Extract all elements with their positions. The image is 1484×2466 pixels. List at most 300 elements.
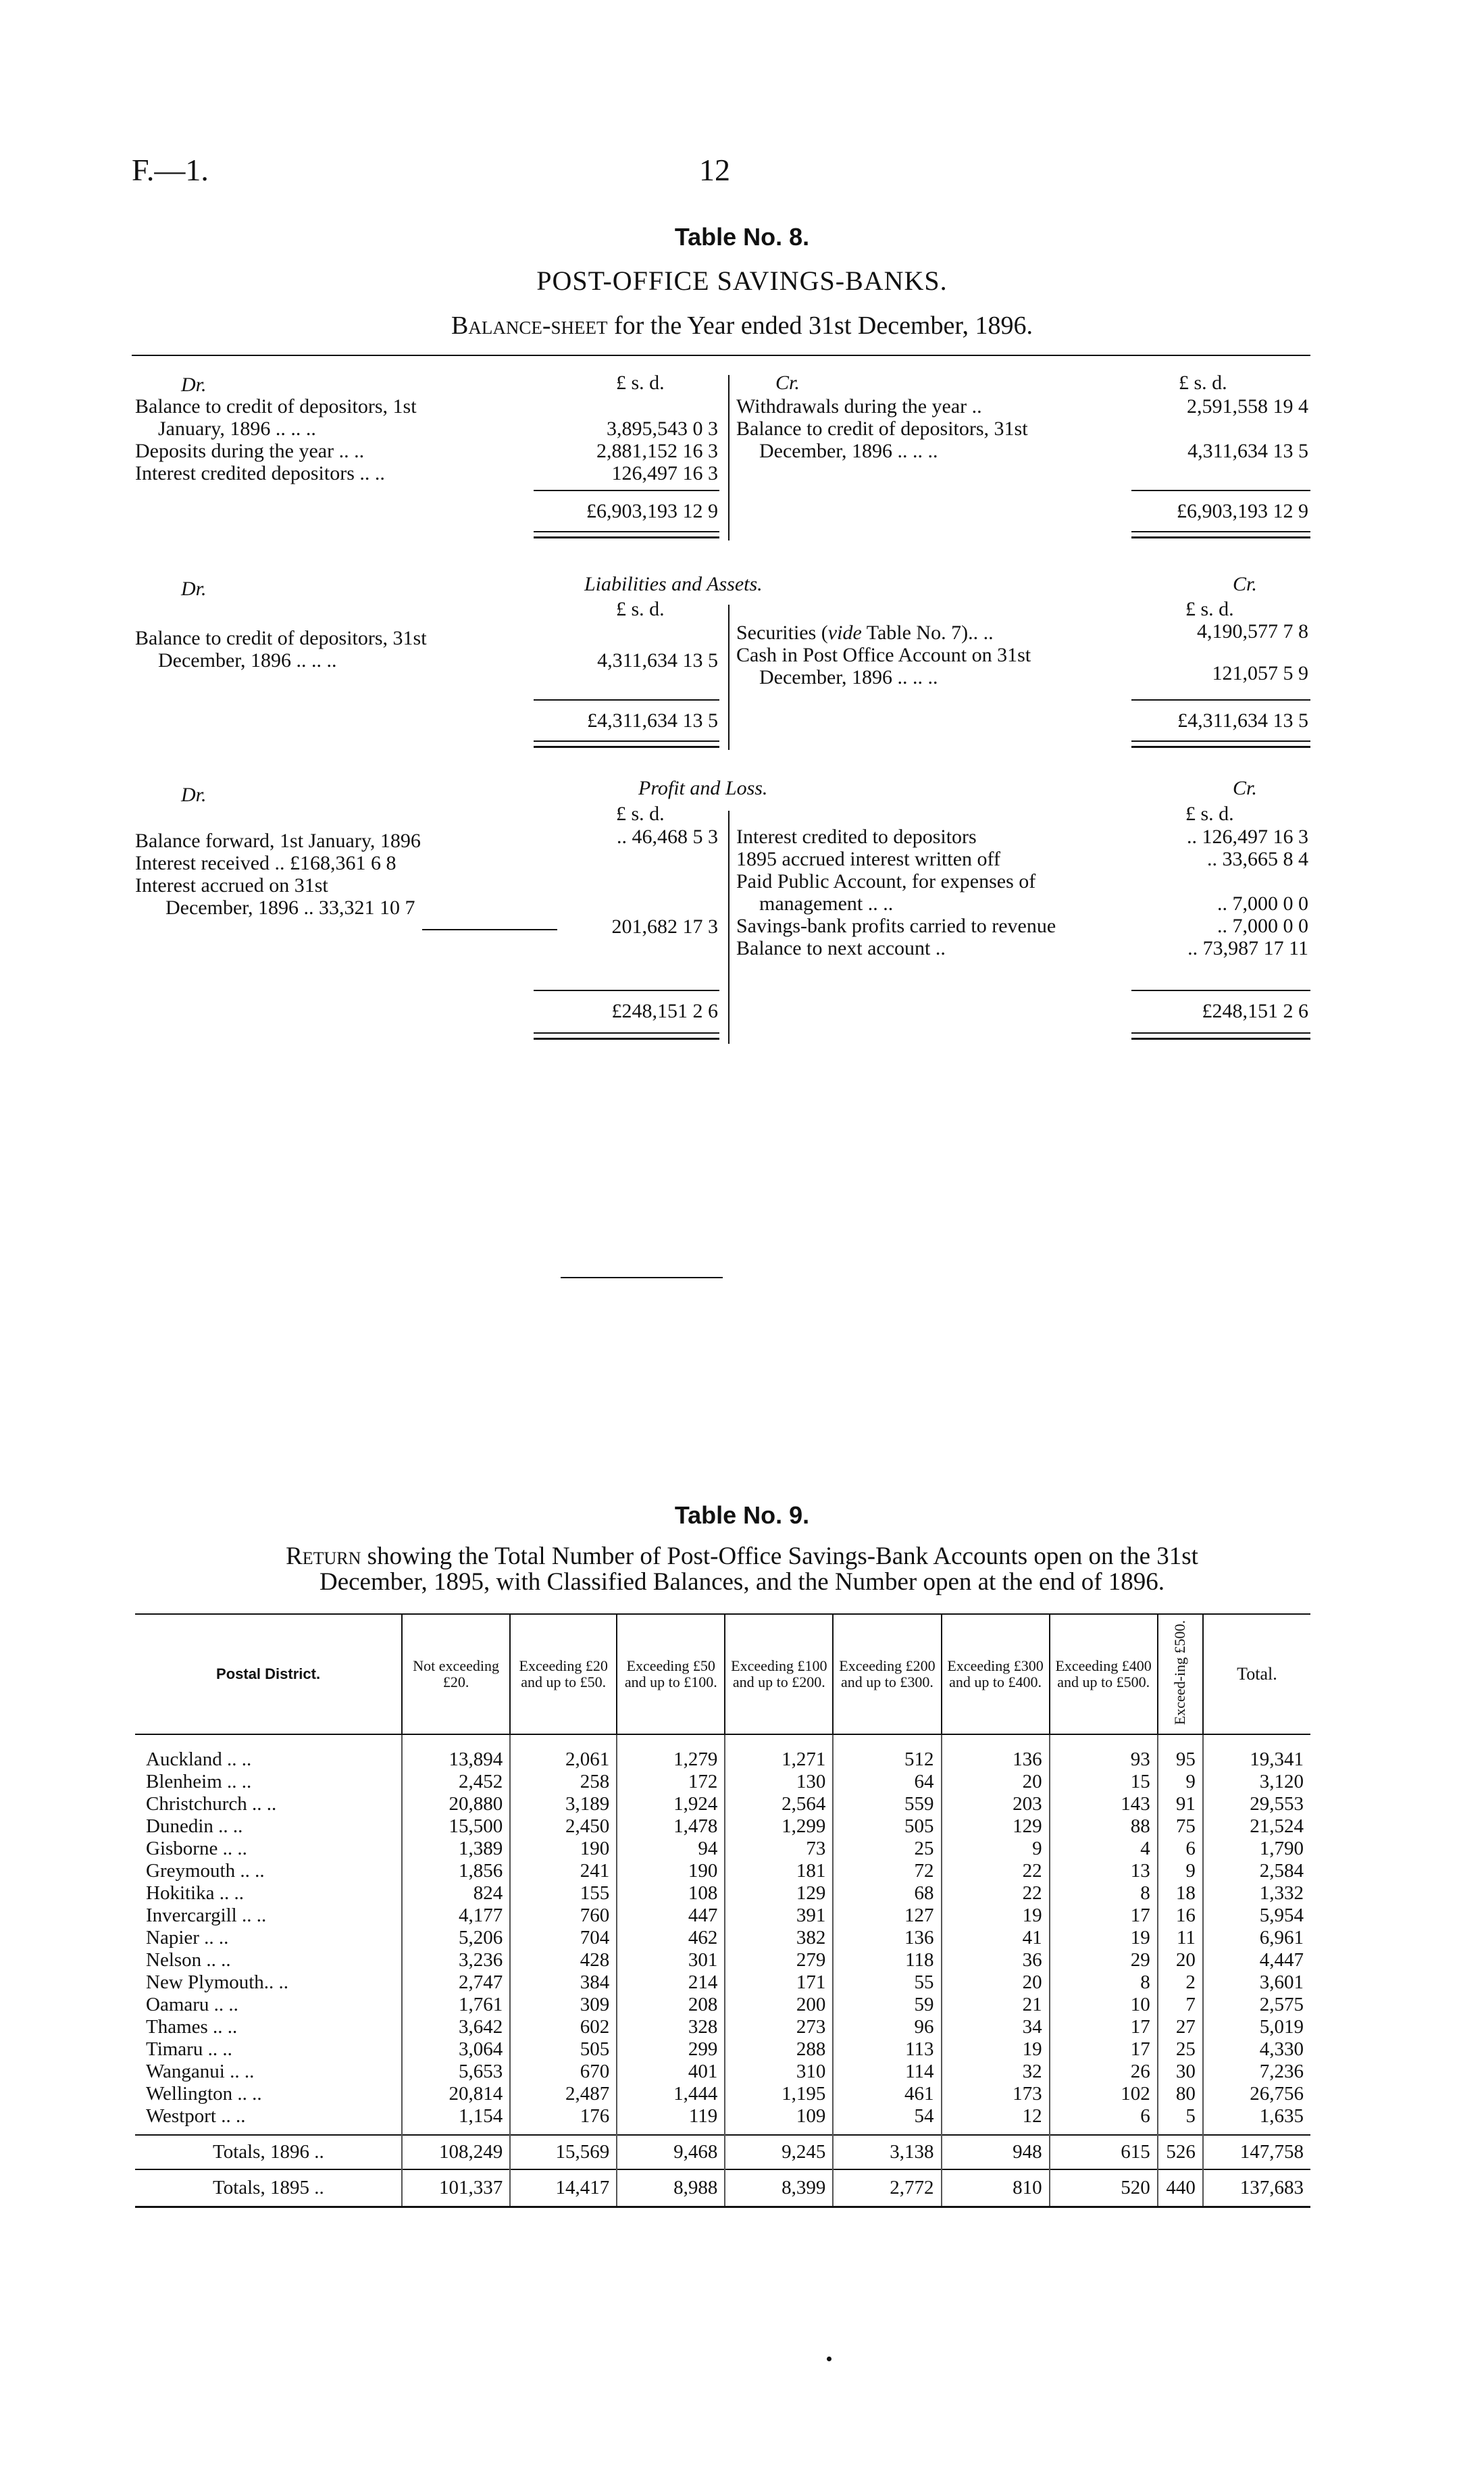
cell: 91 xyxy=(1158,1793,1203,1815)
la-right-amount: 4,190,577 7 8 xyxy=(1197,620,1308,643)
cell: 20 xyxy=(942,1971,1050,1994)
cell: 7 xyxy=(1158,1994,1203,2016)
pl-left-row: Interest received .. £168,361 6 8 xyxy=(135,852,396,874)
table-row xyxy=(135,2105,1310,2135)
pl-right-row: 1895 accrued interest written off xyxy=(736,848,1000,870)
table-row xyxy=(135,2016,1310,2038)
cell: 462 xyxy=(617,1927,725,1949)
col-exceeding-500-label: Exceed-ing £500. xyxy=(1171,1620,1189,1726)
col-300-to-400: Exceeding £300 and up to £400. xyxy=(942,1614,1050,1734)
page-number: 12 xyxy=(699,153,730,187)
cell: 1,195 xyxy=(725,2083,833,2105)
cell: 1,478 xyxy=(617,1815,725,1838)
table-row xyxy=(135,1927,1310,1949)
cell: 129 xyxy=(725,1882,833,1905)
la-right-row: December, 1896 .. .. .. xyxy=(759,666,938,688)
cell: 6,961 xyxy=(1203,1927,1310,1949)
cell: 1,856 xyxy=(402,1860,510,1882)
pl-left-row: Balance forward, 1st January, 1896 xyxy=(135,830,421,852)
table-row xyxy=(135,1971,1310,1994)
col-postal-district: Postal District. xyxy=(135,1614,402,1734)
cell: 328 xyxy=(617,2016,725,2038)
cell: 447 xyxy=(617,1905,725,1927)
cell: 7,236 xyxy=(1203,2061,1310,2083)
cell: 200 xyxy=(725,1994,833,2016)
pl-cr-label: Cr. xyxy=(1233,777,1257,799)
cell: 1,299 xyxy=(725,1815,833,1838)
cell: Oamaru .. .. xyxy=(146,1994,238,2016)
cell: 136 xyxy=(942,1734,1050,1771)
bs-cr-label: Cr. xyxy=(775,372,800,394)
cell: 130 xyxy=(725,1771,833,1793)
cell: 27 xyxy=(1158,2016,1203,2038)
pl-right-row: Savings-bank profits carried to revenue xyxy=(736,915,1056,937)
pl-right-row: Paid Public Account, for expenses of xyxy=(736,870,1036,892)
cell: 19 xyxy=(942,2038,1050,2061)
cell: 136 xyxy=(833,1927,941,1949)
cell: 3,189 xyxy=(510,1793,617,1815)
cell: 72 xyxy=(833,1860,941,1882)
bs-dr-label: Dr. xyxy=(181,374,207,396)
pl-heading: Profit and Loss. xyxy=(638,777,768,799)
cell: 505 xyxy=(510,2038,617,2061)
cell: 203 xyxy=(942,1793,1050,1815)
cell: 301 xyxy=(617,1949,725,1971)
cell: 1,389 xyxy=(402,1838,510,1860)
cell: Timaru .. .. xyxy=(146,2038,232,2061)
cell: 18 xyxy=(1158,1882,1203,1905)
rule xyxy=(534,1038,719,1040)
cell: 8,399 xyxy=(725,2169,833,2207)
divider xyxy=(728,375,730,540)
cell: 93 xyxy=(1050,1734,1158,1771)
cell: 310 xyxy=(725,2061,833,2083)
col-not-exceeding-20: Not exceeding £20. xyxy=(402,1614,510,1734)
bs-right-row: Balance to credit of depositors, 31st xyxy=(736,418,1028,440)
col-400-to-500: Exceeding £400 and up to £500. xyxy=(1050,1614,1158,1734)
table8-heading: POST-OFFICE SAVINGS-BANKS. xyxy=(536,266,948,296)
table8-subtitle xyxy=(0,311,1484,341)
ink-dot xyxy=(827,2357,831,2361)
rule xyxy=(534,531,719,532)
cell: 16 xyxy=(1158,1905,1203,1927)
col-50-to-100: Exceeding £50 and up to £100. xyxy=(617,1614,725,1734)
cell: 461 xyxy=(833,2083,941,2105)
la-left-total: £4,311,634 13 5 xyxy=(587,709,718,732)
cell: 119 xyxy=(617,2105,725,2135)
cell: 190 xyxy=(617,1860,725,1882)
bs-lsd-left: £ s. d. xyxy=(616,372,665,394)
cell: 20,814 xyxy=(402,2083,510,2105)
cell: 155 xyxy=(510,1882,617,1905)
cell: 20 xyxy=(942,1771,1050,1793)
cell: 2,747 xyxy=(402,1971,510,1994)
cell: Christchurch .. .. xyxy=(146,1793,277,1815)
cell: Wellington .. .. xyxy=(146,2083,262,2105)
cell: 512 xyxy=(833,1734,941,1771)
cell: 114 xyxy=(833,2061,941,2083)
bs-right-total: £6,903,193 12 9 xyxy=(1177,500,1308,522)
bs-right-amount: 4,311,634 13 5 xyxy=(1187,440,1308,462)
rule xyxy=(422,929,557,930)
description-line2: December, 1895, with Classified Balances, and the Number open at the end of 1896. xyxy=(319,1568,1165,1596)
cell: 29,553 xyxy=(1203,1793,1310,1815)
table-row xyxy=(135,1994,1310,2016)
divider xyxy=(728,605,730,750)
cell: 32 xyxy=(942,2061,1050,2083)
la-lsd-right: £ s. d. xyxy=(1185,598,1234,620)
cell: 172 xyxy=(617,1771,725,1793)
pl-right-amount: .. 7,000 0 0 xyxy=(1217,915,1308,937)
cell: 34 xyxy=(942,2016,1050,2038)
report-code: F.—1. xyxy=(132,153,209,187)
la-left-row: December, 1896 .. .. .. xyxy=(158,649,337,672)
cell: 1,761 xyxy=(402,1994,510,2016)
cell: 2,575 xyxy=(1203,1994,1310,2016)
cell: 2,061 xyxy=(510,1734,617,1771)
cell: 68 xyxy=(833,1882,941,1905)
table-row xyxy=(135,1815,1310,1838)
cell: 26,756 xyxy=(1203,2083,1310,2105)
return-smallcaps: Return xyxy=(286,1542,361,1570)
table9-description xyxy=(0,1542,1484,1571)
cell: 30 xyxy=(1158,2061,1203,2083)
cell: 15,569 xyxy=(510,2135,617,2169)
cell: 208 xyxy=(617,1994,725,2016)
table-row xyxy=(135,1838,1310,1860)
cell: Greymouth .. .. xyxy=(146,1860,265,1882)
cell: 384 xyxy=(510,1971,617,1994)
rule xyxy=(534,490,719,491)
text: Table No. 7).. .. xyxy=(861,622,994,644)
cell: 137,683 xyxy=(1203,2169,1310,2207)
cell: Gisborne .. .. xyxy=(146,1838,247,1860)
cell: 3,642 xyxy=(402,2016,510,2038)
la-right-total: £4,311,634 13 5 xyxy=(1177,709,1308,732)
pl-right-total: £248,151 2 6 xyxy=(1202,1000,1308,1022)
cell: Totals, 1895 .. xyxy=(135,2169,402,2207)
cell: 22 xyxy=(942,1882,1050,1905)
bs-left-row: Interest credited depositors .. .. xyxy=(135,462,385,484)
cell: Hokitika .. .. xyxy=(146,1882,244,1905)
cell: 505 xyxy=(833,1815,941,1838)
table-row xyxy=(135,1882,1310,1905)
cell: 3,236 xyxy=(402,1949,510,1971)
cell: 96 xyxy=(833,2016,941,2038)
rule xyxy=(1131,490,1310,491)
cell: 309 xyxy=(510,1994,617,2016)
bs-left-amount: 3,895,543 0 3 xyxy=(607,418,718,440)
subtitle-rest: for the Year ended 31st December, 1896. xyxy=(613,311,1033,340)
cell: 2,452 xyxy=(402,1771,510,1793)
cell: 26 xyxy=(1050,2061,1158,2083)
cell: 13,894 xyxy=(402,1734,510,1771)
cell: 391 xyxy=(725,1905,833,1927)
cell: Nelson .. .. xyxy=(146,1949,231,1971)
cell: 9 xyxy=(1158,1771,1203,1793)
col-exceeding-500 xyxy=(1158,1614,1203,1734)
cell: 4 xyxy=(1050,1838,1158,1860)
section-separator xyxy=(561,1277,723,1278)
table-row xyxy=(135,1734,1310,1771)
bs-left-amount: 126,497 16 3 xyxy=(611,462,718,484)
cell: 75 xyxy=(1158,1815,1203,1838)
cell: 10 xyxy=(1050,1994,1158,2016)
cell: Invercargill .. .. xyxy=(146,1905,267,1927)
pl-left-row: Interest accrued on 31st xyxy=(135,874,328,897)
cell: 2,450 xyxy=(510,1815,617,1838)
cell: 80 xyxy=(1158,2083,1203,2105)
cell: 113 xyxy=(833,2038,941,2061)
cell: 4,330 xyxy=(1203,2038,1310,2061)
cell: 2,564 xyxy=(725,1793,833,1815)
cell: 15 xyxy=(1050,1771,1158,1793)
rule xyxy=(1131,990,1310,991)
text: Securities ( xyxy=(736,622,828,644)
cell: 8 xyxy=(1050,1882,1158,1905)
cell: 147,758 xyxy=(1203,2135,1310,2169)
subtitle-smallcaps: Balance-sheet xyxy=(451,311,608,340)
cell: 1,444 xyxy=(617,2083,725,2105)
pl-left-row: December, 1896 .. 33,321 10 7 xyxy=(165,897,415,919)
bs-right-row: December, 1896 .. .. .. xyxy=(759,440,938,462)
cell: 20,880 xyxy=(402,1793,510,1815)
cell: 615 xyxy=(1050,2135,1158,2169)
cell: 109 xyxy=(725,2105,833,2135)
table9-title: Table No. 9. xyxy=(674,1501,810,1529)
pl-right-row: Interest credited to depositors xyxy=(736,826,977,848)
cell: Auckland .. .. xyxy=(146,1748,252,1771)
cell: 55 xyxy=(833,1971,941,1994)
table-row xyxy=(135,2061,1310,2083)
cell: 15,500 xyxy=(402,1815,510,1838)
table-row xyxy=(135,1771,1310,1793)
cell: 41 xyxy=(942,1927,1050,1949)
table-row xyxy=(135,2038,1310,2061)
table-row xyxy=(135,1793,1310,1815)
la-lsd-left: £ s. d. xyxy=(616,598,665,620)
cell: 4,447 xyxy=(1203,1949,1310,1971)
cell: 17 xyxy=(1050,2016,1158,2038)
col-100-to-200: Exceeding £100 and up to £200. xyxy=(725,1614,833,1734)
cell: 258 xyxy=(510,1771,617,1793)
cell: 5,954 xyxy=(1203,1905,1310,1927)
rule xyxy=(534,1032,719,1034)
cell: 29 xyxy=(1050,1949,1158,1971)
cell: 2,487 xyxy=(510,2083,617,2105)
cell: 173 xyxy=(942,2083,1050,2105)
pl-dr-label: Dr. xyxy=(181,784,207,806)
cell: 428 xyxy=(510,1949,617,1971)
pl-right-amount: .. 7,000 0 0 xyxy=(1217,892,1308,915)
cell: 14,417 xyxy=(510,2169,617,2207)
cell: 704 xyxy=(510,1927,617,1949)
cell: 1,332 xyxy=(1203,1882,1310,1905)
pl-right-amount: .. 126,497 16 3 xyxy=(1187,826,1308,848)
table8-title: Table No. 8. xyxy=(674,223,810,251)
bs-left-total: £6,903,193 12 9 xyxy=(586,500,718,522)
cell: 6 xyxy=(1050,2105,1158,2135)
cell: 670 xyxy=(510,2061,617,2083)
cell: 9,245 xyxy=(725,2135,833,2169)
cell: 129 xyxy=(942,1815,1050,1838)
cell: 127 xyxy=(833,1905,941,1927)
rule xyxy=(1131,1032,1310,1034)
cell: 108 xyxy=(617,1882,725,1905)
table-row xyxy=(135,1860,1310,1882)
cell: 8,988 xyxy=(617,2169,725,2207)
bs-left-row: Balance to credit of depositors, 1st xyxy=(135,395,417,418)
cell: 5,019 xyxy=(1203,2016,1310,2038)
cell: 401 xyxy=(617,2061,725,2083)
table-row xyxy=(135,1949,1310,1971)
cell: 273 xyxy=(725,2016,833,2038)
cell: 299 xyxy=(617,2038,725,2061)
bs-lsd-right: £ s. d. xyxy=(1179,372,1227,394)
table-row xyxy=(135,1905,1310,1927)
cell: 36 xyxy=(942,1949,1050,1971)
la-heading: Liabilities and Assets. xyxy=(584,573,763,595)
cell: 143 xyxy=(1050,1793,1158,1815)
cell: 73 xyxy=(725,1838,833,1860)
cell: 8 xyxy=(1050,1971,1158,1994)
cell: 13 xyxy=(1050,1860,1158,1882)
cell: 5,653 xyxy=(402,2061,510,2083)
cell: 19 xyxy=(1050,1927,1158,1949)
rule xyxy=(1131,699,1310,701)
cell: 1,279 xyxy=(617,1734,725,1771)
cell: 171 xyxy=(725,1971,833,1994)
cell: 94 xyxy=(617,1838,725,1860)
totals-1895-row xyxy=(135,2169,1310,2207)
rule xyxy=(534,536,719,538)
cell: 5,206 xyxy=(402,1927,510,1949)
cell: 17 xyxy=(1050,1905,1158,1927)
cell: 95 xyxy=(1158,1734,1203,1771)
cell: 11 xyxy=(1158,1927,1203,1949)
bs-left-amount: 2,881,152 16 3 xyxy=(596,440,718,462)
cell: 1,271 xyxy=(725,1734,833,1771)
cell: 948 xyxy=(942,2135,1050,2169)
cell: 3,601 xyxy=(1203,1971,1310,1994)
cell: 59 xyxy=(833,1994,941,2016)
pl-right-amount: .. 73,987 17 11 xyxy=(1187,937,1308,959)
header-row xyxy=(135,1614,1310,1734)
cell: 1,924 xyxy=(617,1793,725,1815)
description-line1: showing the Total Number of Post-Office Savings-Bank Accounts open on the 31st xyxy=(367,1542,1198,1570)
cell: 602 xyxy=(510,2016,617,2038)
cell: 3,120 xyxy=(1203,1771,1310,1793)
cell: 440 xyxy=(1158,2169,1203,2207)
cell: 382 xyxy=(725,1927,833,1949)
cell: Blenheim .. .. xyxy=(146,1771,252,1793)
pl-left-amount: 201,682 17 3 xyxy=(611,915,718,938)
cell: 1,790 xyxy=(1203,1838,1310,1860)
cell: Dunedin .. .. xyxy=(146,1815,243,1838)
rule xyxy=(1131,746,1310,748)
cell: 241 xyxy=(510,1860,617,1882)
cell: Westport .. .. xyxy=(146,2105,246,2128)
totals-1896-row xyxy=(135,2135,1310,2169)
cell: 2 xyxy=(1158,1971,1203,1994)
cell: 3,138 xyxy=(833,2135,941,2169)
la-left-row: Balance to credit of depositors, 31st xyxy=(135,627,427,649)
bs-left-row: Deposits during the year .. .. xyxy=(135,440,365,462)
cell: 2,584 xyxy=(1203,1860,1310,1882)
pl-right-row: management .. .. xyxy=(759,892,894,915)
la-cr-label: Cr. xyxy=(1233,573,1257,595)
la-right-row xyxy=(736,622,994,644)
divider xyxy=(728,811,730,1044)
cell: 88 xyxy=(1050,1815,1158,1838)
col-20-to-50: Exceeding £20 and up to £50. xyxy=(510,1614,617,1734)
bs-left-row: January, 1896 .. .. .. xyxy=(158,418,316,440)
cell: Wanganui .. .. xyxy=(146,2061,255,2083)
cell: 20 xyxy=(1158,1949,1203,1971)
rule xyxy=(1131,536,1310,538)
cell: 101,337 xyxy=(402,2169,510,2207)
cell: Napier .. .. xyxy=(146,1927,229,1949)
cell: 1,635 xyxy=(1203,2105,1310,2135)
cell: 64 xyxy=(833,1771,941,1793)
cell: 12 xyxy=(942,2105,1050,2135)
text: vide xyxy=(827,622,862,644)
cell: 176 xyxy=(510,2105,617,2135)
pl-right-row: Balance to next account .. xyxy=(736,937,946,959)
pl-left-total: £248,151 2 6 xyxy=(611,1000,718,1022)
cell: 19,341 xyxy=(1203,1734,1310,1771)
pl-left-amount: .. 46,468 5 3 xyxy=(617,826,718,848)
cell: 279 xyxy=(725,1949,833,1971)
cell: 5 xyxy=(1158,2105,1203,2135)
table-row xyxy=(135,2083,1310,2105)
cell: 9,468 xyxy=(617,2135,725,2169)
cell: 21 xyxy=(942,1994,1050,2016)
cell: 760 xyxy=(510,1905,617,1927)
pl-lsd-left: £ s. d. xyxy=(616,803,665,825)
cell: 810 xyxy=(942,2169,1050,2207)
cell: 2,772 xyxy=(833,2169,941,2207)
cell: 3,064 xyxy=(402,2038,510,2061)
cell: 25 xyxy=(1158,2038,1203,2061)
cell: 19 xyxy=(942,1905,1050,1927)
cell: Totals, 1896 .. xyxy=(135,2135,402,2169)
cell: New Plymouth.. .. xyxy=(146,1971,289,1994)
la-dr-label: Dr. xyxy=(181,578,207,600)
table8-top-rule xyxy=(132,355,1310,356)
cell: 25 xyxy=(833,1838,941,1860)
cell: 559 xyxy=(833,1793,941,1815)
rule xyxy=(1131,740,1310,742)
cell: 6 xyxy=(1158,1838,1203,1860)
cell: 214 xyxy=(617,1971,725,1994)
rule xyxy=(534,740,719,742)
rule xyxy=(534,699,719,701)
cell: 4,177 xyxy=(402,1905,510,1927)
pl-right-amount: .. 33,665 8 4 xyxy=(1207,848,1308,870)
cell: 22 xyxy=(942,1860,1050,1882)
cell: 54 xyxy=(833,2105,941,2135)
cell: 118 xyxy=(833,1949,941,1971)
cell: Thames .. .. xyxy=(146,2016,238,2038)
cell: 520 xyxy=(1050,2169,1158,2207)
cell: 1,154 xyxy=(402,2105,510,2135)
cell: 108,249 xyxy=(402,2135,510,2169)
cell: 181 xyxy=(725,1860,833,1882)
cell: 288 xyxy=(725,2038,833,2061)
col-total: Total. xyxy=(1203,1614,1310,1734)
bs-right-row: Withdrawals during the year .. xyxy=(736,395,982,418)
